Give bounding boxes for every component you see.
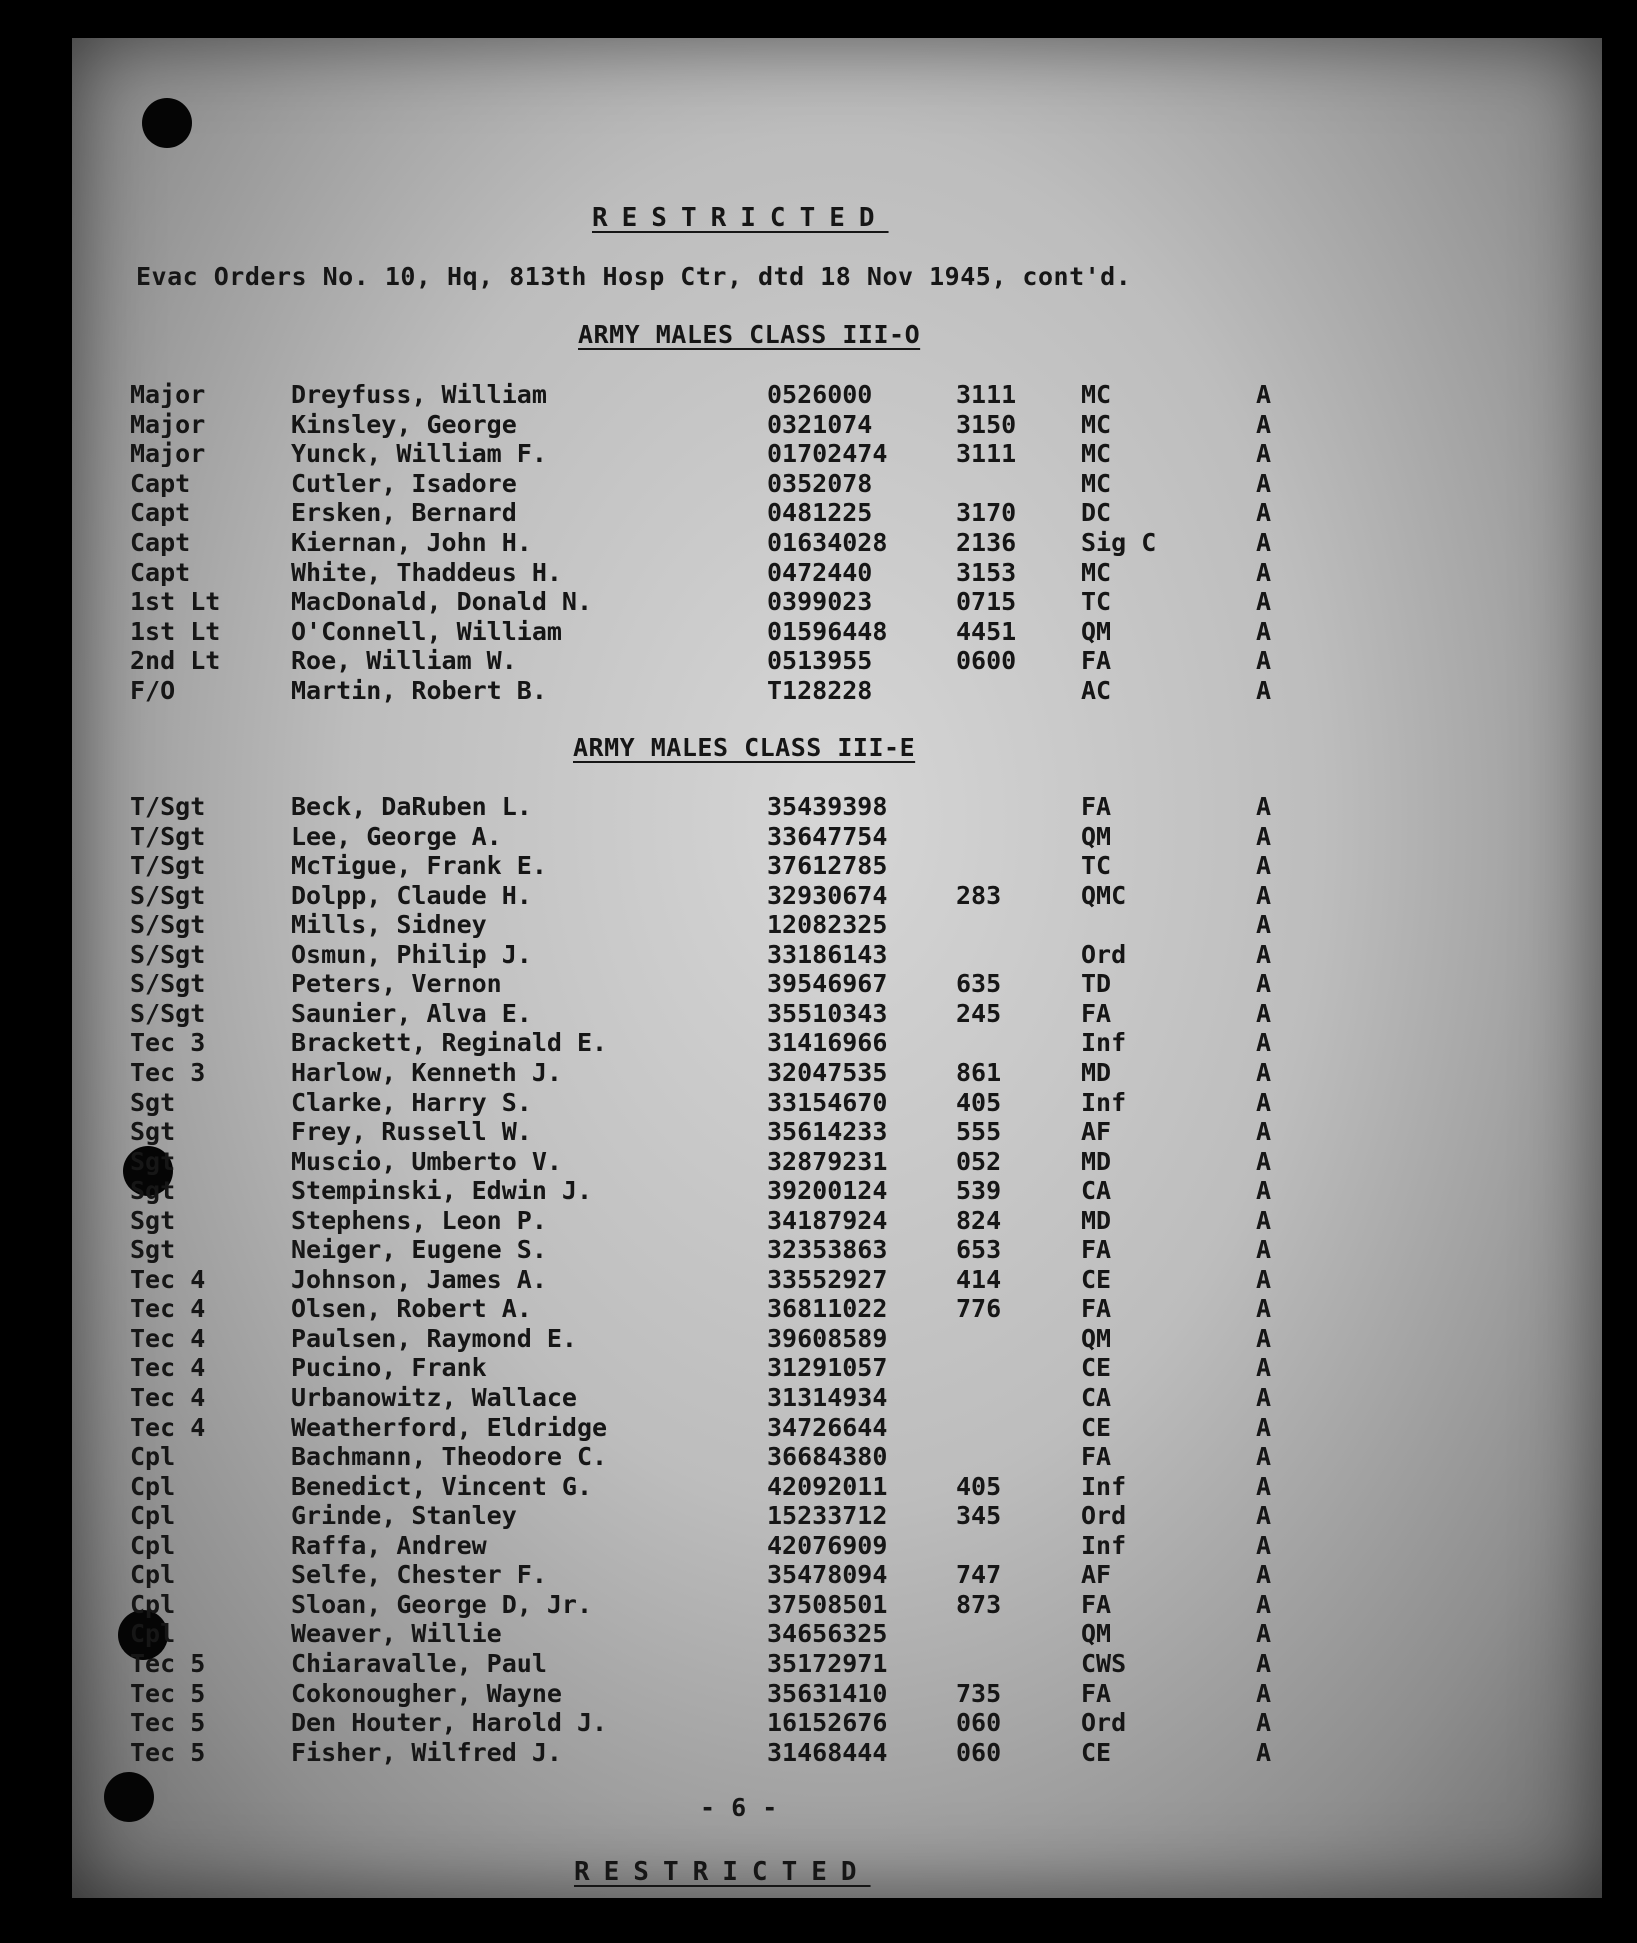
- rank-cell: S/Sgt: [130, 998, 206, 1028]
- table-row: [0, 498, 1637, 527]
- table-row: [0, 1058, 1637, 1087]
- branch-cell: CE: [1081, 1412, 1112, 1442]
- rank-cell: S/Sgt: [130, 880, 206, 910]
- table-row: [0, 1088, 1637, 1117]
- rank-cell: Sgt: [130, 1087, 176, 1117]
- table-row: [0, 1560, 1637, 1589]
- serial-number-cell: 0352078: [767, 468, 873, 498]
- serial-number-cell: 12082325: [767, 910, 888, 940]
- status-cell: A: [1256, 528, 1272, 557]
- rank-cell: Tec 4: [130, 1412, 206, 1442]
- name-cell: Peters, Vernon: [291, 969, 502, 999]
- rank-cell: Sgt: [130, 1117, 176, 1147]
- rank-cell: Sgt: [130, 1146, 176, 1176]
- serial-number-cell: 32879231: [767, 1146, 888, 1176]
- serial-number-cell: 01634028: [767, 528, 888, 557]
- status-cell: A: [1256, 587, 1272, 617]
- table-row: [0, 1353, 1637, 1382]
- punch-hole-bottom: [104, 1772, 154, 1822]
- status-cell: A: [1256, 1294, 1272, 1324]
- table-row: [0, 1383, 1637, 1412]
- status-cell: A: [1256, 1412, 1272, 1442]
- serial-number-cell: 34187924: [767, 1205, 888, 1235]
- branch-cell: Inf: [1081, 1028, 1127, 1058]
- name-cell: O'Connell, William: [291, 616, 562, 646]
- name-cell: Harlow, Kenneth J.: [291, 1057, 562, 1087]
- serial-number-cell: 33647754: [767, 821, 888, 851]
- serial-number-cell: 35439398: [767, 792, 888, 821]
- status-cell: A: [1256, 468, 1272, 498]
- serial-number-cell: 31291057: [767, 1353, 888, 1383]
- branch-cell: QM: [1081, 1323, 1112, 1353]
- branch-cell: FA: [1081, 1589, 1112, 1619]
- rank-cell: Tec 4: [130, 1323, 206, 1353]
- name-cell: Weaver, Willie: [291, 1619, 502, 1649]
- status-cell: A: [1256, 969, 1272, 999]
- name-cell: Dolpp, Claude H.: [291, 880, 532, 910]
- table-row: [0, 910, 1637, 939]
- name-cell: Bachmann, Theodore C.: [291, 1442, 608, 1472]
- serial-number-cell: 34656325: [767, 1619, 888, 1649]
- name-cell: Den Houter, Harold J.: [291, 1708, 608, 1738]
- serial-number-cell: 42076909: [767, 1530, 888, 1560]
- serial-number-cell: 0472440: [767, 557, 873, 587]
- name-cell: Dreyfuss, William: [291, 380, 547, 409]
- serial-number-cell: 01596448: [767, 616, 888, 646]
- rank-cell: Tec 5: [130, 1678, 206, 1708]
- rank-cell: Cpl: [130, 1619, 176, 1649]
- mos-cell: 747: [956, 1560, 1002, 1590]
- name-cell: Grinde, Stanley: [291, 1501, 517, 1531]
- status-cell: A: [1256, 880, 1272, 910]
- table-row: [0, 1176, 1637, 1205]
- branch-cell: MD: [1081, 1146, 1112, 1176]
- status-cell: A: [1256, 1323, 1272, 1353]
- serial-number-cell: 35172971: [767, 1648, 888, 1678]
- table-row: [0, 851, 1637, 880]
- serial-number-cell: 39200124: [767, 1176, 888, 1206]
- status-cell: A: [1256, 792, 1272, 821]
- mos-cell: 539: [956, 1176, 1002, 1206]
- rank-cell: Tec 4: [130, 1294, 206, 1324]
- branch-cell: QM: [1081, 1619, 1112, 1649]
- branch-cell: Inf: [1081, 1530, 1127, 1560]
- rank-cell: Tec 5: [130, 1708, 206, 1738]
- name-cell: Neiger, Eugene S.: [291, 1235, 547, 1265]
- serial-number-cell: 34726644: [767, 1412, 888, 1442]
- rank-cell: T/Sgt: [130, 821, 206, 851]
- name-cell: Raffa, Andrew: [291, 1530, 487, 1560]
- branch-cell: CE: [1081, 1737, 1112, 1767]
- mos-cell: 3111: [956, 380, 1017, 409]
- table-row: [0, 1708, 1637, 1737]
- table-row: [0, 528, 1637, 557]
- status-cell: A: [1256, 1087, 1272, 1117]
- mos-cell: 345: [956, 1501, 1002, 1531]
- serial-number-cell: 0526000: [767, 380, 873, 409]
- mos-cell: 824: [956, 1205, 1002, 1235]
- punch-hole-top: [142, 98, 192, 148]
- mos-cell: 2136: [956, 528, 1017, 557]
- table-row: [0, 676, 1637, 705]
- mos-cell: 635: [956, 969, 1002, 999]
- mos-cell: 4451: [956, 616, 1017, 646]
- rank-cell: Cpl: [130, 1442, 176, 1472]
- rank-cell: S/Sgt: [130, 910, 206, 940]
- status-cell: A: [1256, 1442, 1272, 1472]
- rank-cell: Sgt: [130, 1235, 176, 1265]
- name-cell: Osmun, Philip J.: [291, 939, 532, 969]
- branch-cell: QM: [1081, 616, 1112, 646]
- status-cell: A: [1256, 998, 1272, 1028]
- branch-cell: Ord: [1081, 1501, 1127, 1531]
- name-cell: Roe, William W.: [291, 646, 517, 676]
- name-cell: Stephens, Leon P.: [291, 1205, 547, 1235]
- status-cell: A: [1256, 676, 1272, 705]
- branch-cell: AF: [1081, 1560, 1112, 1590]
- mos-cell: 414: [956, 1264, 1002, 1294]
- table-row: [0, 469, 1637, 498]
- table-row: [0, 1235, 1637, 1264]
- serial-number-cell: 42092011: [767, 1471, 888, 1501]
- rank-cell: Tec 3: [130, 1028, 206, 1058]
- serial-number-cell: 31314934: [767, 1383, 888, 1412]
- branch-cell: FA: [1081, 998, 1112, 1028]
- branch-cell: FA: [1081, 1294, 1112, 1324]
- mos-cell: 861: [956, 1057, 1002, 1087]
- branch-cell: FA: [1081, 792, 1112, 821]
- table-row: [0, 1117, 1637, 1146]
- serial-number-cell: 39546967: [767, 969, 888, 999]
- rank-cell: S/Sgt: [130, 939, 206, 969]
- branch-cell: AC: [1081, 676, 1112, 705]
- status-cell: A: [1256, 910, 1272, 940]
- branch-cell: Inf: [1081, 1087, 1127, 1117]
- branch-cell: CWS: [1081, 1648, 1127, 1678]
- branch-cell: Sig C: [1081, 528, 1157, 557]
- table-row: [0, 1028, 1637, 1057]
- branch-cell: FA: [1081, 1235, 1112, 1265]
- rank-cell: 1st Lt: [130, 616, 221, 646]
- serial-number-cell: 39608589: [767, 1323, 888, 1353]
- serial-number-cell: 32353863: [767, 1235, 888, 1265]
- rank-cell: 1st Lt: [130, 587, 221, 617]
- table-row: [0, 999, 1637, 1028]
- branch-cell: FA: [1081, 646, 1112, 676]
- rank-cell: Major: [130, 409, 206, 439]
- serial-number-cell: 36684380: [767, 1442, 888, 1472]
- rank-cell: Tec 5: [130, 1737, 206, 1767]
- serial-number-cell: 35510343: [767, 998, 888, 1028]
- mos-cell: 3170: [956, 498, 1017, 528]
- name-cell: Selfe, Chester F.: [291, 1560, 547, 1590]
- name-cell: Paulsen, Raymond E.: [291, 1323, 577, 1353]
- table-row: [0, 587, 1637, 616]
- name-cell: Mills, Sidney: [291, 910, 487, 940]
- status-cell: A: [1256, 1353, 1272, 1383]
- table-row: [0, 410, 1637, 439]
- name-cell: McTigue, Frank E.: [291, 851, 547, 881]
- branch-cell: TD: [1081, 969, 1112, 999]
- rank-cell: F/O: [130, 676, 176, 705]
- table-row: [0, 1619, 1637, 1648]
- mos-cell: 3111: [956, 439, 1017, 469]
- status-cell: A: [1256, 821, 1272, 851]
- rank-cell: Capt: [130, 528, 191, 557]
- serial-number-cell: 36811022: [767, 1294, 888, 1324]
- mos-cell: 0600: [956, 646, 1017, 676]
- branch-cell: CA: [1081, 1176, 1112, 1206]
- mos-cell: 3153: [956, 557, 1017, 587]
- name-cell: Frey, Russell W.: [291, 1117, 532, 1147]
- name-cell: Kinsley, George: [291, 409, 517, 439]
- serial-number-cell: 0481225: [767, 498, 873, 528]
- status-cell: A: [1256, 1589, 1272, 1619]
- status-cell: A: [1256, 1235, 1272, 1265]
- status-cell: A: [1256, 1737, 1272, 1767]
- status-cell: A: [1256, 1708, 1272, 1738]
- serial-number-cell: 32047535: [767, 1057, 888, 1087]
- rank-cell: Tec 4: [130, 1353, 206, 1383]
- status-cell: A: [1256, 1264, 1272, 1294]
- name-cell: White, Thaddeus H.: [291, 557, 562, 587]
- rank-cell: Cpl: [130, 1530, 176, 1560]
- status-cell: A: [1256, 557, 1272, 587]
- serial-number-cell: 33154670: [767, 1087, 888, 1117]
- mos-cell: 776: [956, 1294, 1002, 1324]
- orders-line: Evac Orders No. 10, Hq, 813th Hosp Ctr, dtd 18 Nov 1945, cont'd.: [136, 262, 1132, 291]
- branch-cell: DC: [1081, 498, 1112, 528]
- status-cell: A: [1256, 409, 1272, 439]
- branch-cell: MC: [1081, 380, 1112, 409]
- serial-number-cell: 35614233: [767, 1117, 888, 1147]
- name-cell: Kiernan, John H.: [291, 528, 532, 557]
- status-cell: A: [1256, 498, 1272, 528]
- serial-number-cell: 0321074: [767, 409, 873, 439]
- mos-cell: 873: [956, 1589, 1002, 1619]
- rank-cell: Major: [130, 380, 206, 409]
- status-cell: A: [1256, 439, 1272, 469]
- rank-cell: Cpl: [130, 1560, 176, 1590]
- serial-number-cell: 0513955: [767, 646, 873, 676]
- rank-cell: Major: [130, 439, 206, 469]
- name-cell: Martin, Robert B.: [291, 676, 547, 705]
- mos-cell: 555: [956, 1117, 1002, 1147]
- name-cell: Cokonougher, Wayne: [291, 1678, 562, 1708]
- table-row: [0, 1206, 1637, 1235]
- status-cell: A: [1256, 1560, 1272, 1590]
- branch-cell: FA: [1081, 1678, 1112, 1708]
- branch-cell: QM: [1081, 821, 1112, 851]
- branch-cell: MC: [1081, 468, 1112, 498]
- branch-cell: Inf: [1081, 1471, 1127, 1501]
- branch-cell: CA: [1081, 1383, 1112, 1412]
- serial-number-cell: T128228: [767, 676, 873, 705]
- serial-number-cell: 32930674: [767, 880, 888, 910]
- serial-number-cell: 15233712: [767, 1501, 888, 1531]
- status-cell: A: [1256, 1117, 1272, 1147]
- serial-number-cell: 31416966: [767, 1028, 888, 1058]
- status-cell: A: [1256, 1530, 1272, 1560]
- rank-cell: T/Sgt: [130, 792, 206, 821]
- rank-cell: Tec 4: [130, 1383, 206, 1412]
- rank-cell: Cpl: [130, 1471, 176, 1501]
- table-row: [0, 1649, 1637, 1678]
- serial-number-cell: 37612785: [767, 851, 888, 881]
- serial-number-cell: 35478094: [767, 1560, 888, 1590]
- table-row: [0, 439, 1637, 468]
- table-row: [0, 881, 1637, 910]
- table-row: [0, 1472, 1637, 1501]
- branch-cell: Ord: [1081, 939, 1127, 969]
- branch-cell: TC: [1081, 587, 1112, 617]
- serial-number-cell: 01702474: [767, 439, 888, 469]
- status-cell: A: [1256, 1205, 1272, 1235]
- branch-cell: Ord: [1081, 1708, 1127, 1738]
- name-cell: Brackett, Reginald E.: [291, 1028, 608, 1058]
- rank-cell: S/Sgt: [130, 969, 206, 999]
- rank-cell: Tec 5: [130, 1648, 206, 1678]
- rank-cell: Tec 3: [130, 1057, 206, 1087]
- mos-cell: 060: [956, 1708, 1002, 1738]
- serial-number-cell: 16152676: [767, 1708, 888, 1738]
- section-title-officers: ARMY MALES CLASS III-O: [578, 320, 921, 349]
- table-row: [0, 1590, 1637, 1619]
- table-row: [0, 940, 1637, 969]
- footer-stamp: RESTRICTED: [574, 1857, 871, 1887]
- table-row: [0, 1324, 1637, 1353]
- status-cell: A: [1256, 851, 1272, 881]
- section-title-enlisted: ARMY MALES CLASS III-E: [573, 733, 916, 762]
- table-row: [0, 646, 1637, 675]
- mos-cell: 405: [956, 1471, 1002, 1501]
- rank-cell: T/Sgt: [130, 851, 206, 881]
- table-row: [0, 969, 1637, 998]
- name-cell: Benedict, Vincent G.: [291, 1471, 593, 1501]
- table-row: [0, 617, 1637, 646]
- page-number: - 6 -: [700, 1793, 778, 1822]
- rank-cell: Tec 4: [130, 1264, 206, 1294]
- mos-cell: 735: [956, 1678, 1002, 1708]
- status-cell: A: [1256, 1176, 1272, 1206]
- status-cell: A: [1256, 616, 1272, 646]
- status-cell: A: [1256, 1648, 1272, 1678]
- status-cell: A: [1256, 1501, 1272, 1531]
- rank-cell: Capt: [130, 557, 191, 587]
- mos-cell: 653: [956, 1235, 1002, 1265]
- status-cell: A: [1256, 380, 1272, 409]
- mos-cell: 052: [956, 1146, 1002, 1176]
- name-cell: Johnson, James A.: [291, 1264, 547, 1294]
- name-cell: Olsen, Robert A.: [291, 1294, 532, 1324]
- rank-cell: Sgt: [130, 1176, 176, 1206]
- name-cell: Yunck, William F.: [291, 439, 547, 469]
- branch-cell: MC: [1081, 439, 1112, 469]
- name-cell: Pucino, Frank: [291, 1353, 487, 1383]
- table-row: [0, 1147, 1637, 1176]
- name-cell: Sloan, George D, Jr.: [291, 1589, 593, 1619]
- branch-cell: AF: [1081, 1117, 1112, 1147]
- table-row: [0, 1442, 1637, 1471]
- serial-number-cell: 33186143: [767, 939, 888, 969]
- name-cell: Lee, George A.: [291, 821, 502, 851]
- name-cell: Ersken, Bernard: [291, 498, 517, 528]
- branch-cell: MD: [1081, 1205, 1112, 1235]
- mos-cell: 245: [956, 998, 1002, 1028]
- name-cell: Saunier, Alva E.: [291, 998, 532, 1028]
- status-cell: A: [1256, 1028, 1272, 1058]
- rank-cell: Cpl: [130, 1501, 176, 1531]
- name-cell: Urbanowitz, Wallace: [291, 1383, 577, 1412]
- name-cell: Beck, DaRuben L.: [291, 792, 532, 821]
- table-row: [0, 822, 1637, 851]
- branch-cell: TC: [1081, 851, 1112, 881]
- status-cell: A: [1256, 1146, 1272, 1176]
- rank-cell: Capt: [130, 468, 191, 498]
- table-row: [0, 1531, 1637, 1560]
- serial-number-cell: 33552927: [767, 1264, 888, 1294]
- mos-cell: 060: [956, 1737, 1002, 1767]
- branch-cell: FA: [1081, 1442, 1112, 1472]
- table-row: [0, 558, 1637, 587]
- status-cell: A: [1256, 1471, 1272, 1501]
- mos-cell: 3150: [956, 409, 1017, 439]
- table-row: [0, 792, 1637, 821]
- branch-cell: QMC: [1081, 880, 1127, 910]
- status-cell: A: [1256, 1057, 1272, 1087]
- name-cell: Stempinski, Edwin J.: [291, 1176, 593, 1206]
- name-cell: MacDonald, Donald N.: [291, 587, 593, 617]
- status-cell: A: [1256, 1619, 1272, 1649]
- table-row: [0, 1679, 1637, 1708]
- status-cell: A: [1256, 1383, 1272, 1412]
- mos-cell: 0715: [956, 587, 1017, 617]
- table-row: [0, 380, 1637, 409]
- mos-cell: 405: [956, 1087, 1002, 1117]
- name-cell: Cutler, Isadore: [291, 468, 517, 498]
- serial-number-cell: 35631410: [767, 1678, 888, 1708]
- rank-cell: Capt: [130, 498, 191, 528]
- rank-cell: 2nd Lt: [130, 646, 221, 676]
- serial-number-cell: 0399023: [767, 587, 873, 617]
- name-cell: Muscio, Umberto V.: [291, 1146, 562, 1176]
- table-row: [0, 1294, 1637, 1323]
- rank-cell: Sgt: [130, 1205, 176, 1235]
- serial-number-cell: 31468444: [767, 1737, 888, 1767]
- branch-cell: CE: [1081, 1353, 1112, 1383]
- branch-cell: MC: [1081, 557, 1112, 587]
- rank-cell: Cpl: [130, 1589, 176, 1619]
- table-row: [0, 1413, 1637, 1442]
- name-cell: Weatherford, Eldridge: [291, 1412, 608, 1442]
- status-cell: A: [1256, 1678, 1272, 1708]
- status-cell: A: [1256, 939, 1272, 969]
- serial-number-cell: 37508501: [767, 1589, 888, 1619]
- name-cell: Fisher, Wilfred J.: [291, 1737, 562, 1767]
- branch-cell: MD: [1081, 1057, 1112, 1087]
- branch-cell: MC: [1081, 409, 1112, 439]
- mos-cell: 283: [956, 880, 1002, 910]
- name-cell: Chiaravalle, Paul: [291, 1648, 547, 1678]
- status-cell: A: [1256, 646, 1272, 676]
- table-row: [0, 1738, 1637, 1767]
- table-row: [0, 1501, 1637, 1530]
- table-row: [0, 1265, 1637, 1294]
- name-cell: Clarke, Harry S.: [291, 1087, 532, 1117]
- header-stamp: RESTRICTED: [592, 203, 889, 233]
- branch-cell: CE: [1081, 1264, 1112, 1294]
